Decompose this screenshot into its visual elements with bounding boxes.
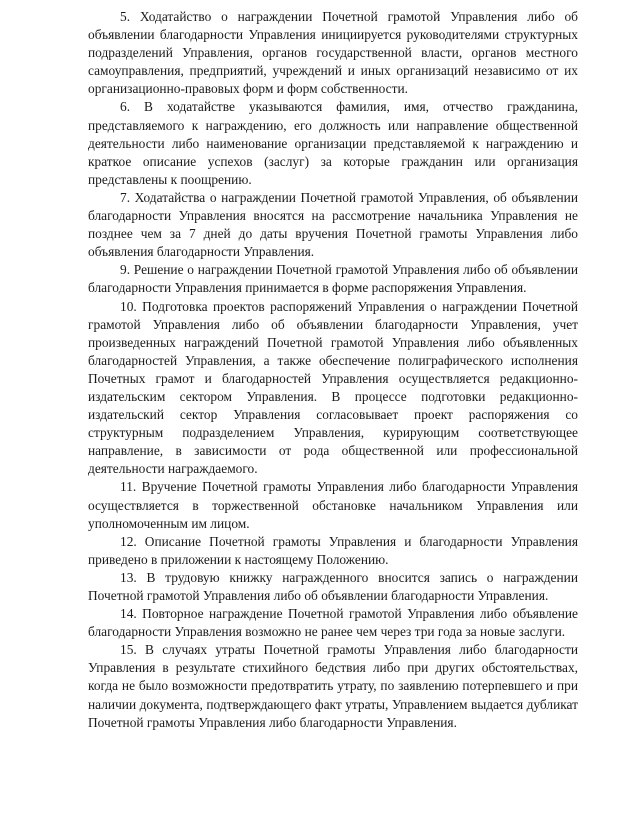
paragraph-5: 5. Ходатайство о награждении Почетной грамотой Управления либо об объявлении благодарности Управления инициируется руководителями структурных подразделений Управления, органов государственной власти, органов местного самоуправления, предприятий, учреждений и иных организаций независимо от их организационно-правовых форм и форм собственности. bbox=[88, 9, 578, 97]
paragraph-15: 15. В случаях утраты Почетной грамоты Управления либо благодарности Управления в результате стихийного бедствия либо при других обстоятельствах, когда не было возможности предотвратить утрату, по заявлению потерпевшего и при наличии документа, подтверждающего факт утраты, Управлением выдается дубликат Почетной грамоты Управления либо благодарности Управления. bbox=[88, 642, 578, 730]
paragraph-13: 13. В трудовую книжку награжденного вносится запись о награждении Почетной грамотой Управления либо об объявлении благодарности Управления. bbox=[88, 569, 578, 603]
paragraph-12: 12. Описание Почетной грамоты Управления и благодарности Управления приведено в приложении к настоящему Положению. bbox=[88, 533, 578, 567]
paragraph-10: 10. Подготовка проектов распоряжений Управления о награждении Почетной грамотой Управления либо об объявлении благодарности Управления, учет произведенных награждений Почетной грамотой Управления либо объявленных благодарностей Управления, а также обеспечение полиграфического исполнения Почетных грамот и благодарностей Управления осуществляется редакционно-издательским сектором Управления. В процессе подготовки редакционно-издательский сектор Управления согласовывает проект распоряжения со структурным подразделением Управления, курирующим соответствующее направление, в зависимости от рода общественной или профессиональной деятельности награждаемого. bbox=[88, 298, 578, 477]
paragraph-9: 9. Решение о награждении Почетной грамотой Управления либо об объявлении благодарности Управления принимается в форме распоряжения Управления. bbox=[88, 262, 578, 296]
paragraph-6: 6. В ходатайстве указываются фамилия, имя, отчество гражданина, представляемого к награждению, его должность или направление общественной деятельности либо наименование организации представляемой к награждению и краткое описание успехов (заслуг) за которые гражданин или организация представлены к поощрению. bbox=[88, 99, 578, 187]
paragraph-14: 14. Повторное награждение Почетной грамотой Управления либо объявление благодарности Управления возможно не ранее чем через три года за новые заслуги. bbox=[88, 606, 578, 640]
paragraph-11: 11. Вручение Почетной грамоты Управления либо благодарности Управления осуществляется в торжественной обстановке начальником Управления или уполномоченным им лицом. bbox=[88, 479, 578, 531]
paragraph-7: 7. Ходатайства о награждении Почетной грамотой Управления, об объявлении благодарности Управления вносятся на рассмотрение начальника Управления не позднее чем за 7 дней до даты вручения Почетной грамоты Управления либо объявления благодарности Управления. bbox=[88, 189, 578, 260]
